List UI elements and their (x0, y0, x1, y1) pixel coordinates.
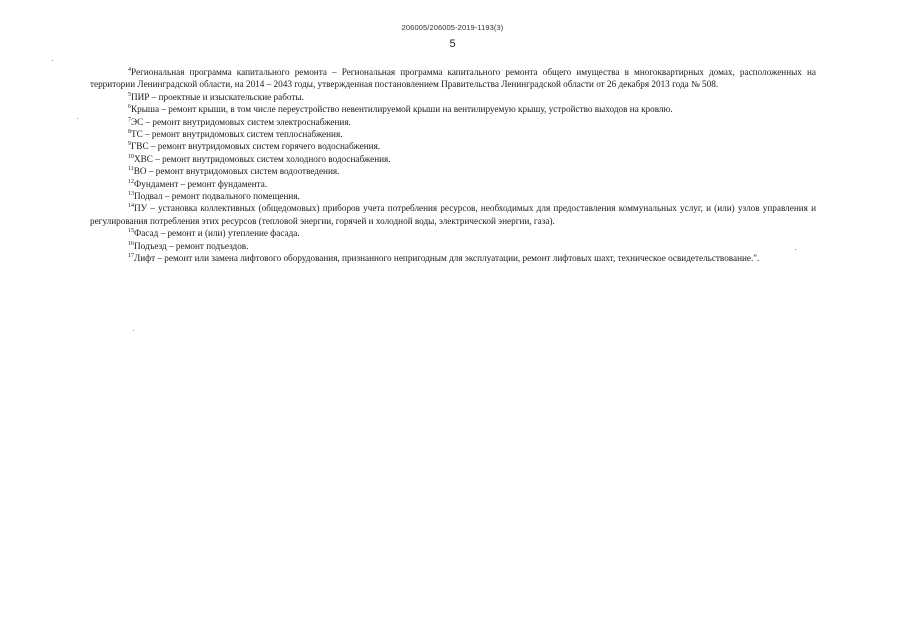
footnote-marker: 7 (128, 116, 131, 123)
page-number: 5 (449, 38, 456, 50)
footnote-8 (90, 128, 816, 140)
footnote-9 (90, 140, 816, 152)
footnote-marker: 16 (128, 240, 134, 247)
footnote-text: ГВС – ремонт внутридомовых систем горячего водоснабжения. (131, 141, 381, 152)
document-id: 206005/206005-2019-1193(3) (401, 23, 504, 32)
footnote-7 (90, 116, 816, 128)
footnote-marker: 5 (128, 91, 131, 98)
scan-speck (795, 249, 796, 250)
footnote-4 (90, 66, 816, 91)
footnote-text: Региональная программа капитального ремонта – Региональная программа капитального ремонта общего имущества в многоквартирных домах, расположенных на территории Ленинградской области, на 2014 – 2043 годы, утвержденная постановлением Правительства Ленинградской области от 26 декабря 2013 года № 508. (90, 67, 816, 90)
footnote-15 (90, 227, 816, 239)
footnote-5 (90, 91, 816, 103)
footnote-text: ХВС – ремонт внутридомовых систем холодного водоснабжения. (134, 153, 391, 164)
footnote-marker: 8 (128, 129, 131, 136)
footnote-text: ВО – ремонт внутридомовых систем водоотведения. (133, 166, 340, 177)
footnote-marker: 13 (128, 191, 134, 198)
footnote-marker: 4 (128, 67, 131, 73)
footnotes-list (90, 66, 816, 265)
footnote-11 (90, 165, 816, 177)
footnote-text: Лифт – ремонт или замена лифтового оборудования, признанного непригодным для эксплуатации, ремонт лифтовых шахт, техническое освидетельствование.". (134, 253, 760, 264)
footnote-text: Подъезд – ремонт подъездов. (134, 240, 249, 251)
footnote-17 (90, 252, 816, 264)
footnote-marker: 15 (128, 228, 134, 235)
footnote-marker: 12 (128, 178, 134, 185)
footnote-6 (90, 103, 816, 115)
footnote-text: Фасад – ремонт и (или) утепление фасада. (134, 228, 300, 239)
footnote-marker: 10 (128, 153, 134, 160)
footnote-marker: 14 (128, 203, 134, 210)
footnote-10 (90, 153, 816, 165)
footnote-text: ПУ – установка коллективных (общедомовых) приборов учета потребления ресурсов, необходимых для предоставления коммунальных услуг, и (или) узлов управления и регулирования потребления этих ресурсов (тепловой энергии, горячей и холодной воды, электрической энергии, газа). (90, 203, 816, 226)
footnote-text: Фундамент – ремонт фундамента. (134, 178, 268, 189)
scan-speck (133, 330, 134, 331)
footnote-text: Подвал – ремонт подвального помещения. (134, 191, 300, 202)
footnote-text: Крыша – ремонт крыши, в том числе переустройство невентилируемой крыши на вентилируемую крышу, устройство выходов на кровлю. (131, 104, 673, 115)
footnote-marker: 11 (128, 166, 134, 173)
footnote-13 (90, 190, 816, 202)
footnote-marker: 9 (128, 141, 131, 148)
footnote-text: ПИР – проектные и изыскательские работы. (131, 91, 304, 102)
footnote-text: ТС – ремонт внутридомовых систем теплоснабжения. (131, 129, 343, 140)
scan-speck (77, 118, 78, 119)
footnote-12 (90, 178, 816, 190)
footnote-text: ЭС – ремонт внутридомовых систем электроснабжения. (131, 116, 351, 127)
footnote-marker: 6 (128, 104, 131, 111)
footnote-14 (90, 202, 816, 227)
footnote-16 (90, 240, 816, 252)
scan-speck (52, 60, 53, 61)
footnote-marker: 17 (128, 253, 134, 260)
